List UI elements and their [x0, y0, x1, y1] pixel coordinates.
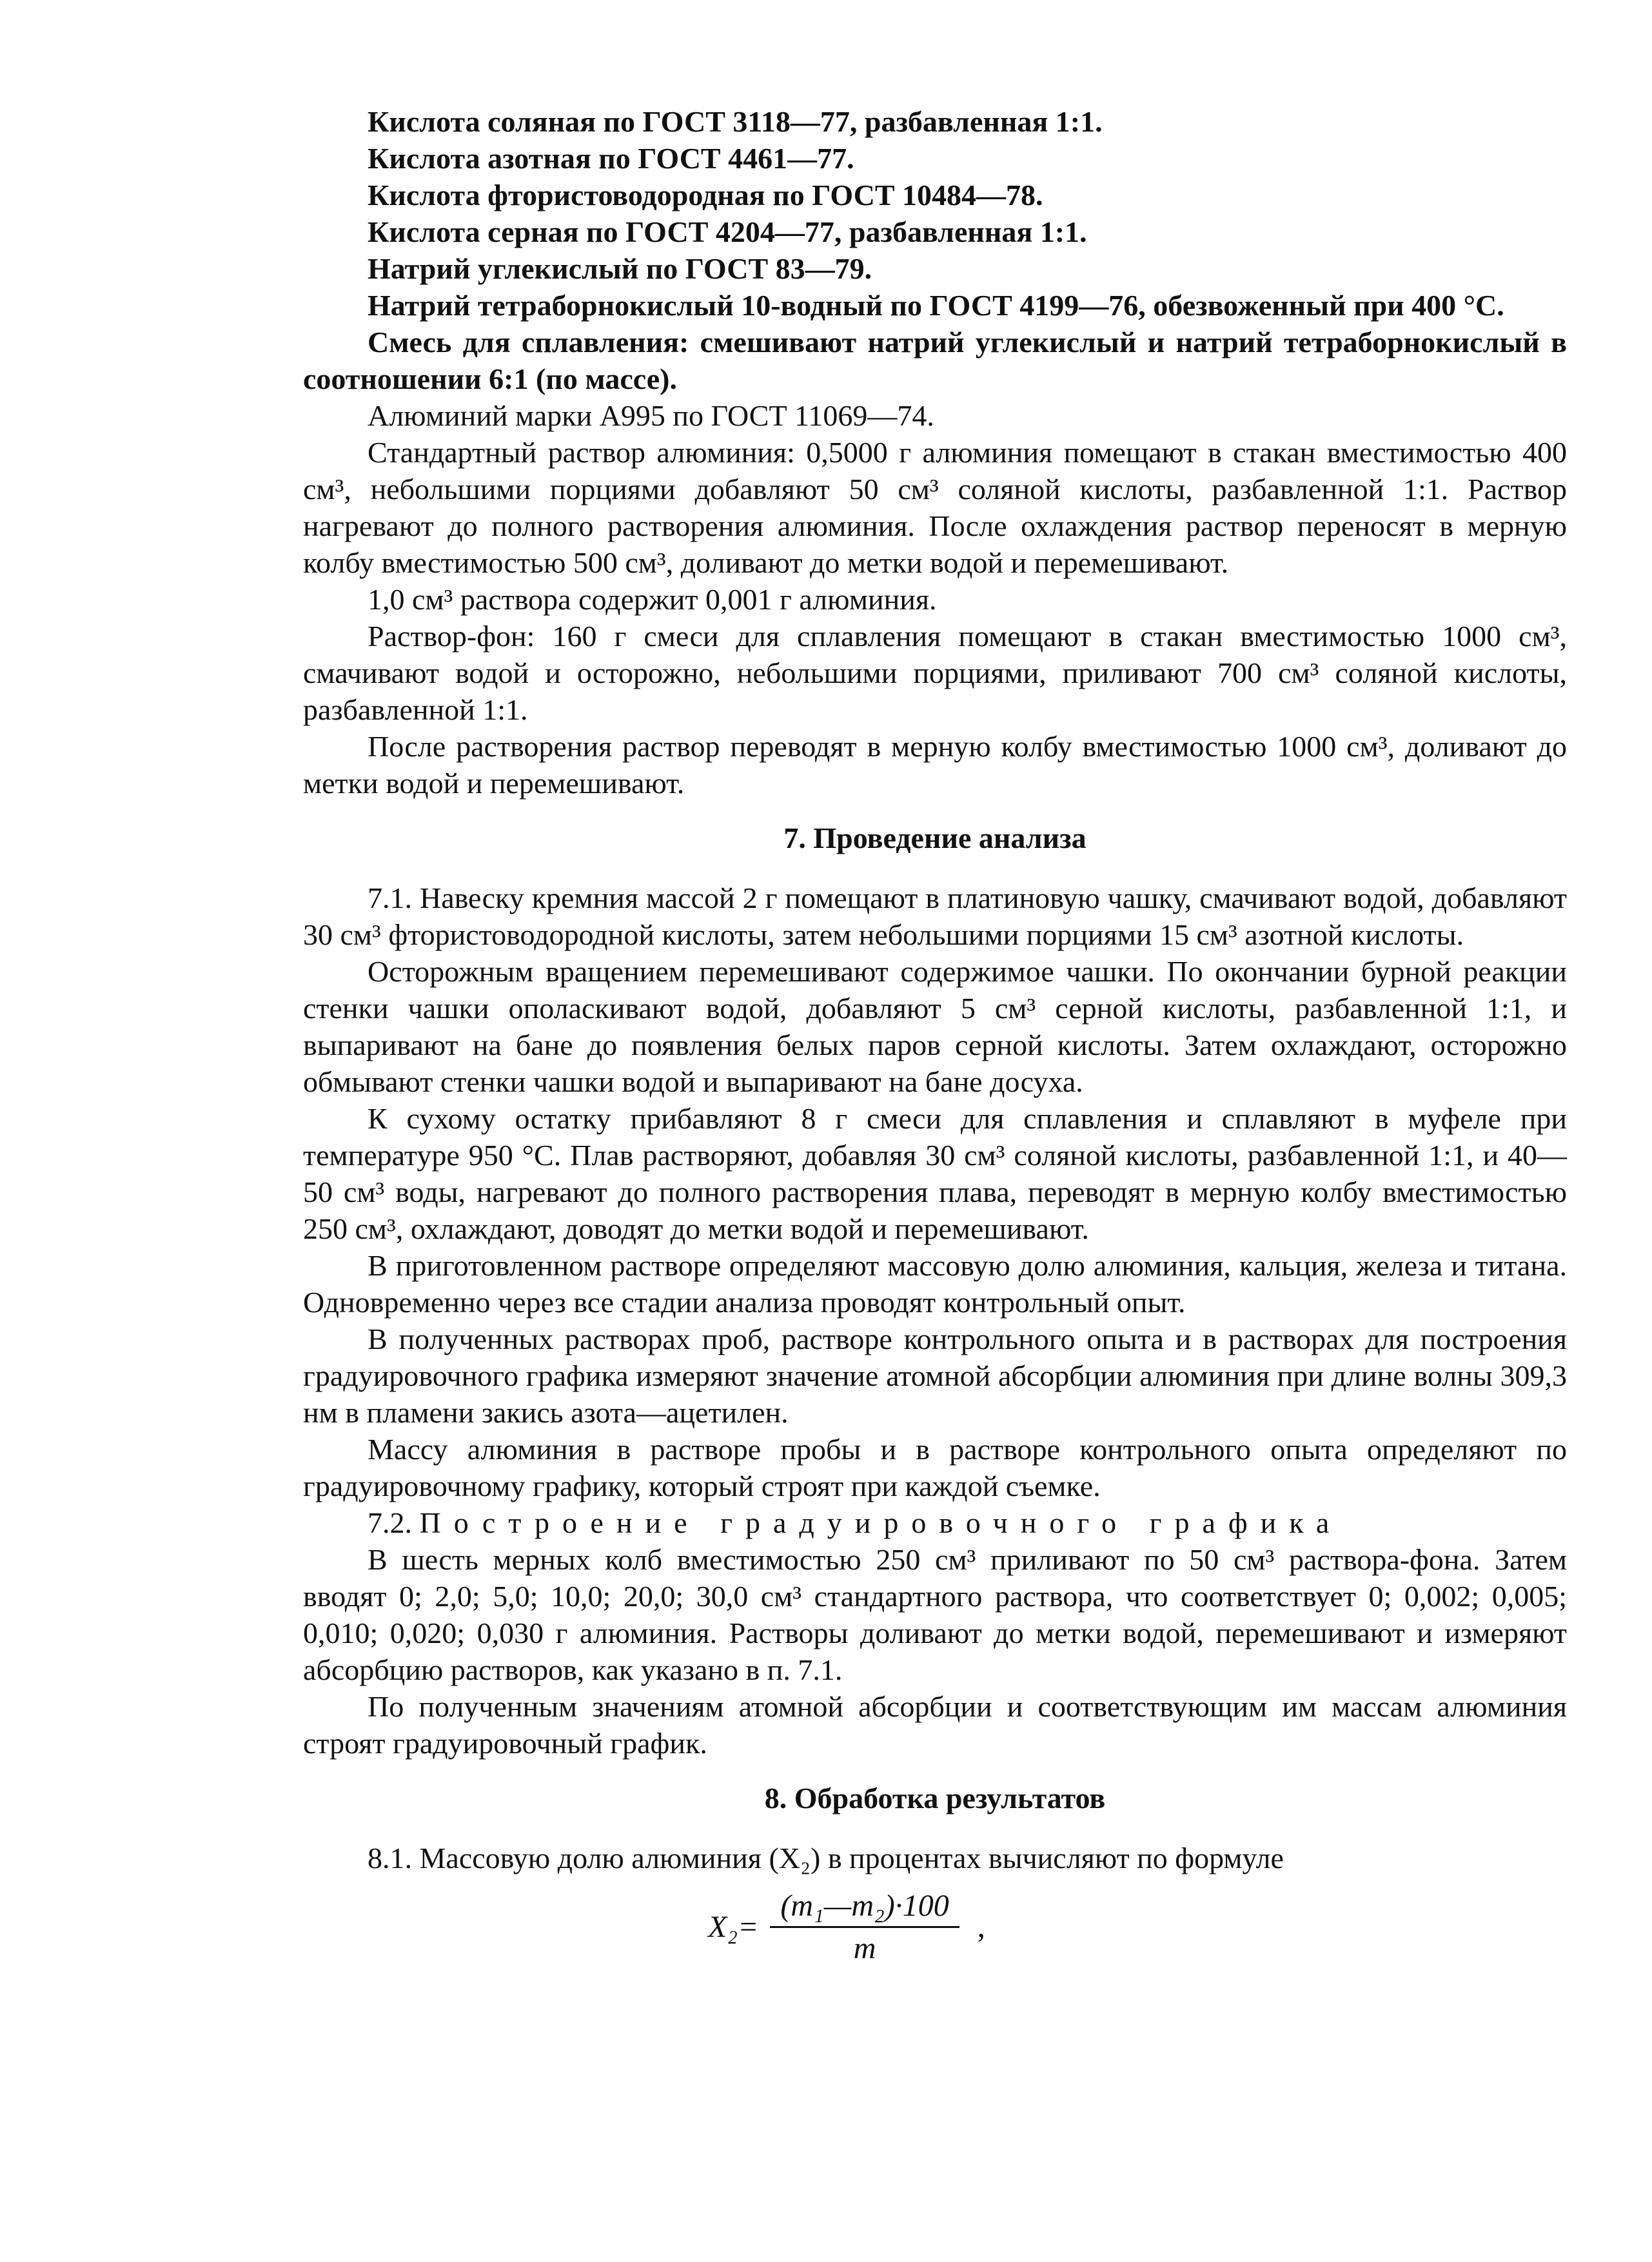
standard-solution: Стандартный раствор алюминия: 0,5000 г алюминия помещают в стакан вместимостью 400 см³, небольшими порциями добавляют 50 см³ соляной кислоты, разбавленной 1:1. Раствор нагревают до полного растворения алюминия. После охлаждения раствор переносят в мерную колбу вместимостью 500 см³, доливают до метки водой и перемешивают. — [303, 436, 1567, 579]
section-8-heading: 8. Обработка результатов — [764, 1782, 1106, 1815]
reagent-h2so4: Кислота серная по ГОСТ 4204—77, разбавленная 1:1. — [368, 215, 1087, 248]
paragraph-7-1-determination: В приготовленном растворе определяют массовую долю алюминия, кальция, железа и титана. Одновременно через все стадии анализа проводят контрольный опыт. — [303, 1249, 1567, 1319]
paragraph-7-2-graph: По полученным значениям атомной абсорбции и соответствующим им массам алюминия строят градуировочный график. — [303, 1690, 1567, 1760]
paragraph-7-1: 7.1. Навеску кремния массой 2 г помещают в платиновую чашку, смачивают водой, добавляют 30 см³ фтористоводородной кислоты, затем небольшими порциями 15 см³ азотной кислоты. — [303, 881, 1567, 951]
reagent-fusion-mix: Смесь для сплавления: смешивают натрий углекислый и натрий тетраборнокислый в соотношении 6:1 (по массе). — [303, 326, 1567, 395]
paragraph-7-1-fusion: К сухому остатку прибавляют 8 г смеси для сплавления и сплавляют в муфеле при температуре 950 °С. Плав растворяют, добавляя 30 см³ соляной кислоты, разбавленной 1:1, и 40—50 см³ воды, нагревают до полного растворения плава, переводят в мерную колбу вместимостью 250 см³, охлаждают, доводят до метки водой и перемешивают. — [303, 1102, 1567, 1245]
reagent-borax: Натрий тетраборнокислый 10-водный по ГОСТ 4199—76, обезвоженный при 400 °С. — [368, 289, 1504, 322]
formula-fraction — [770, 1888, 959, 1966]
formula-x2 — [708, 1888, 985, 1966]
formula-block — [303, 1888, 1567, 1985]
paragraph-7-1-mass: Массу алюминия в растворе пробы и в растворе контрольного опыта определяют по градуировочному графику, который строят при каждой съемке. — [303, 1433, 1567, 1502]
standard-solution-content: 1,0 см³ раствора содержит 0,001 г алюминия. — [368, 583, 937, 616]
formula-denominator: m — [853, 1931, 876, 1965]
background-solution-dilution: После растворения раствор переводят в мерную колбу вместимостью 1000 см³, доливают до метки водой и перемешивают. — [303, 730, 1567, 800]
formula-trailing-comma: , — [977, 1910, 985, 1944]
background-solution: Раствор-фон: 160 г смеси для сплавления помещают в стакан вместимостью 1000 см³, смачивают водой и осторожно, небольшими порциями, приливают 700 см³ соляной кислоты, разбавленной 1:1. — [303, 620, 1567, 726]
reagent-aluminium: Алюминий марки А995 по ГОСТ 11069—74. — [368, 399, 934, 432]
document-page — [303, 103, 1567, 1985]
subsection-7-2-label: Построение градуировочного графика — [419, 1506, 1342, 1539]
paragraph-7-1-stirring: Осторожным вращением перемешивают содержимое чашки. По окончании бурной реакции стенки чашки ополаскивают водой, добавляют 5 см³ серной кислоты, разбавленной 1:1, и выпаривают на бане до появления белых паров серной кислоты. Затем охлаждают, осторожно обмывают стенки чашки водой и выпаривают на бане досуха. — [303, 955, 1567, 1098]
subsection-7-2-title — [303, 1504, 1567, 1541]
reagent-hno3: Кислота азотная по ГОСТ 4461—77. — [368, 142, 854, 175]
formula-numerator: (m₁—m₂)·100 — [770, 1888, 959, 1928]
reagent-hcl: Кислота соляная по ГОСТ 3118—77, разбавленная 1:1. — [368, 105, 1103, 138]
formula-lhs: X₂= — [708, 1910, 759, 1944]
paragraph-7-1-measurement: В полученных растворах проб, растворе контрольного опыта и в растворах для построения градуировочного графика измеряют значение атомной абсорбции алюминия при длине волны 309,3 нм в пламени закись азота—ацетилен. — [303, 1323, 1567, 1429]
paragraph-8-1: 8.1. Массовую долю алюминия (X₂) в процентах вычисляют по формуле — [368, 1842, 1284, 1874]
reagent-na2co3: Натрий углекислый по ГОСТ 83—79. — [368, 252, 872, 285]
paragraph-7-2-flasks: В шесть мерных колб вместимостью 250 см³ приливают по 50 см³ раствора-фона. Затем вводят 0; 2,0; 5,0; 10,0; 20,0; 30,0 см³ стандартного раствора, что соответствует 0; 0,002; 0,005; 0,010; 0,020; 0,030 г алюминия. Растворы доливают до метки водой, перемешивают и измеряют абсорбцию растворов, как указано в п. 7.1. — [303, 1543, 1567, 1686]
reagent-hf: Кислота фтористоводородная по ГОСТ 10484—78. — [368, 179, 1043, 211]
section-7-heading: 7. Проведение анализа — [783, 821, 1087, 854]
subsection-7-2-number: 7.2. — [368, 1506, 412, 1539]
